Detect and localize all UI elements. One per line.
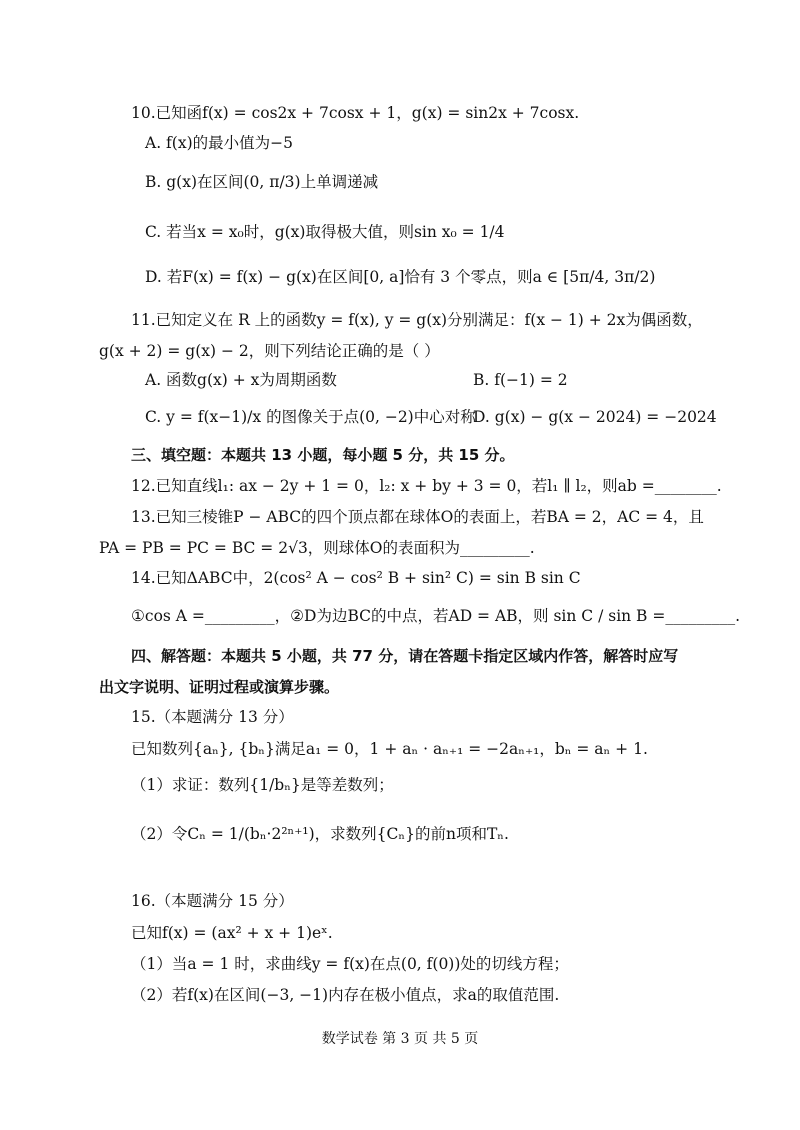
- q11-option-b: B. f(−1) = 2: [473, 371, 568, 389]
- q14-line1: 14.已知ΔABC中，2(cos² A − cos² B + sin² C) = sin B sin C: [131, 569, 581, 587]
- q16-part1: （1）当a = 1 时，求曲线y = f(x)在点(0, f(0))处的切线方程；: [131, 955, 569, 973]
- q11-stem-line2: g(x + 2) = g(x) − 2，则下列结论正确的是（ ）: [99, 342, 440, 360]
- q10-option-a: A. f(x)的最小值为−5: [145, 134, 293, 152]
- section-3-heading: 三、填空题：本题共 13 小题，每小题 5 分，共 15 分。: [131, 446, 515, 464]
- section-4-line1: 四、解答题：本题共 5 小题，共 77 分，请在答题卡指定区域内作答，解答时应写: [131, 647, 679, 665]
- q10-stem: 10.已知函f(x) = cos2x + 7cosx + 1，g(x) = sin2x + 7cosx.: [131, 104, 580, 122]
- q14-line2: ①cos A =_________，②D为边BC的中点，若AD = AB，则 sin C / sin B =_________.: [131, 607, 741, 625]
- q15-stem: 已知数列{aₙ}, {bₙ}满足a₁ = 0，1 + aₙ · aₙ₊₁ = −2aₙ₊₁，bₙ = aₙ + 1.: [131, 740, 648, 758]
- page-footer: 数学试卷 第 3 页 共 5 页: [321, 1031, 479, 1047]
- q16-title: 16.（本题满分 15 分）: [131, 892, 294, 910]
- q10-option-d: D. 若F(x) = f(x) − g(x)在区间[0, a]恰有 3 个零点，则a ∈ [5π/4, 3π/2): [145, 268, 656, 286]
- question-12: 12.已知直线l₁: ax − 2y + 1 = 0，l₂: x + by + 3 = 0，若l₁ ∥ l₂，则ab =________.: [131, 477, 722, 495]
- q15-title: 15.（本题满分 13 分）: [131, 708, 294, 726]
- q16-stem: 已知f(x) = (ax² + x + 1)eˣ.: [131, 924, 333, 942]
- q15-part1: （1）求证：数列{1/bₙ}是等差数列；: [131, 776, 394, 794]
- q11-option-c: C. y = f(x−1)/x 的图像关于点(0, −2)中心对称: [145, 408, 476, 426]
- q10-option-c: C. 若当x = x₀时，g(x)取得极大值，则sin x₀ = 1/4: [145, 223, 505, 241]
- q15-part2: （2）令Cₙ = 1/(bₙ·2²ⁿ⁺¹)，求数列{Cₙ}的前n项和Tₙ.: [131, 825, 509, 843]
- q11-option-a: A. 函数g(x) + x为周期函数: [145, 371, 337, 389]
- q11-option-d: D. g(x) − g(x − 2024) = −2024: [473, 408, 717, 426]
- q11-stem-line1: 11.已知定义在 R 上的函数y = f(x), y = g(x)分别满足：f(x − 1) + 2x为偶函数，: [131, 311, 703, 329]
- q16-part2: （2）若f(x)在区间(−3, −1)内存在极小值点，求a的取值范围.: [131, 986, 560, 1004]
- q13-line2: PA = PB = PC = BC = 2√3，则球体O的表面积为_________.: [99, 539, 535, 557]
- section-4-line2: 出文字说明、证明过程或演算步骤。: [99, 678, 340, 696]
- q10-option-b: B. g(x)在区间(0, π/3)上单调递减: [145, 173, 379, 191]
- q13-line1: 13.已知三棱锥P − ABC的四个顶点都在球体O的表面上，若BA = 2，AC = 4，且: [131, 508, 704, 526]
